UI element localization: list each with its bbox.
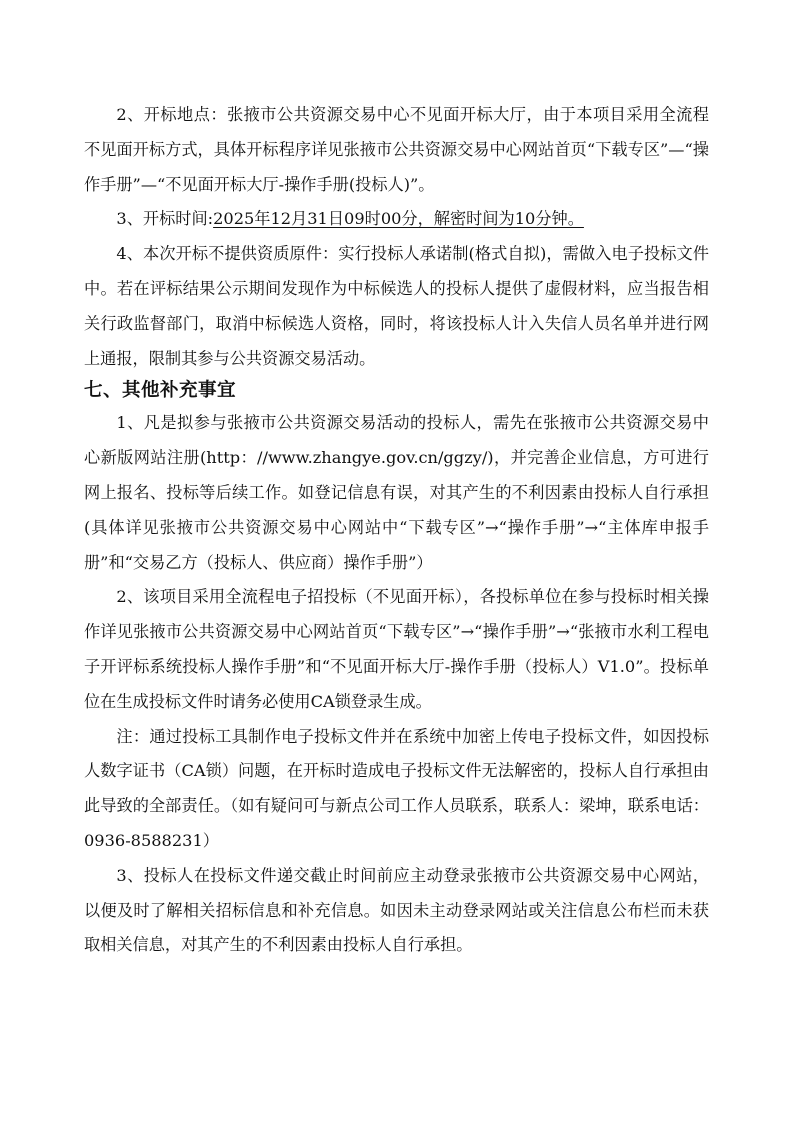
bid-opening-time-paragraph — [84, 202, 709, 237]
document-body — [84, 98, 709, 963]
registration-paragraph: 1、凡是拟参与张掖市公共资源交易活动的投标人，需先在张掖市公共资源交易中心新版网站注册(http：//www.zhangye.gov.cn/ggzy/)，并完善企业信息，方可进行网上报名、投标等后续工作。如登记信息有误，对其产生的不利因素由投标人自行承担(具体详见张掖市公共资源交易中心网站中“下载专区”→“操作手册”→“主体库申报手册”和“交易乙方（投标人、供应商）操作手册”） — [84, 413, 709, 572]
electronic-bidding-paragraph: 2、该项目采用全流程电子招投标（不见面开标），各投标单位在参与投标时相关操作详见张掖市公共资源交易中心网站首页“下载专区”→“操作手册”→“张掖市水利工程电子开评标系统投标人操作手册”和“不见面开标大厅-操作手册（投标人）V1.0”。投标单位在生成投标文件时请务必使用CA锁登录生成。 — [84, 587, 709, 711]
section-heading-other-matters: 七、其他补充事宜 — [84, 380, 237, 402]
website-login-paragraph: 3、投标人在投标文件递交截止时间前应主动登录张掖市公共资源交易中心网站，以便及时了解相关招标信息和补充信息。如因未主动登录网站或关注信息公布栏而未获取相关信息，对其产生的不利因素由投标人自行承担。 — [84, 865, 709, 955]
bid-opening-location-paragraph: 2、开标地点：张掖市公共资源交易中心不见面开标大厅，由于本项目采用全流程不见面开标方式，具体开标程序详见张掖市公共资源交易中心网站首页“下载专区”—“操作手册”—“不见面开标大厅-操作手册(投标人)”。 — [84, 105, 709, 194]
note-paragraph: 注：通过投标工具制作电子投标文件并在系统中加密上传电子投标文件，如因投标人数字证书（CA锁）问题，在开标时造成电子投标文件无法解密的，投标人自行承担由此导致的全部责任。（如有疑问可与新点公司工作人员联系，联系人：梁坤，联系电话：0936-8588231） — [84, 726, 709, 850]
bid-opening-time-label: 3、开标时间: — [116, 209, 214, 229]
bid-opening-time-value: 2025年12月31日09时00分，解密时间为10分钟。 — [213, 209, 584, 229]
qualification-commitment-paragraph: 4、本次开标不提供资质原件：实行投标人承诺制(格式自拟)，需做入电子投标文件中。若在评标结果公示期间发现作为中标候选人的投标人提供了虚假材料，应当报告相关行政监督部门，取消中标候选人资格，同时，将该投标人计入失信人员名单并进行网上通报，限制其参与公共资源交易活动。 — [84, 244, 709, 368]
